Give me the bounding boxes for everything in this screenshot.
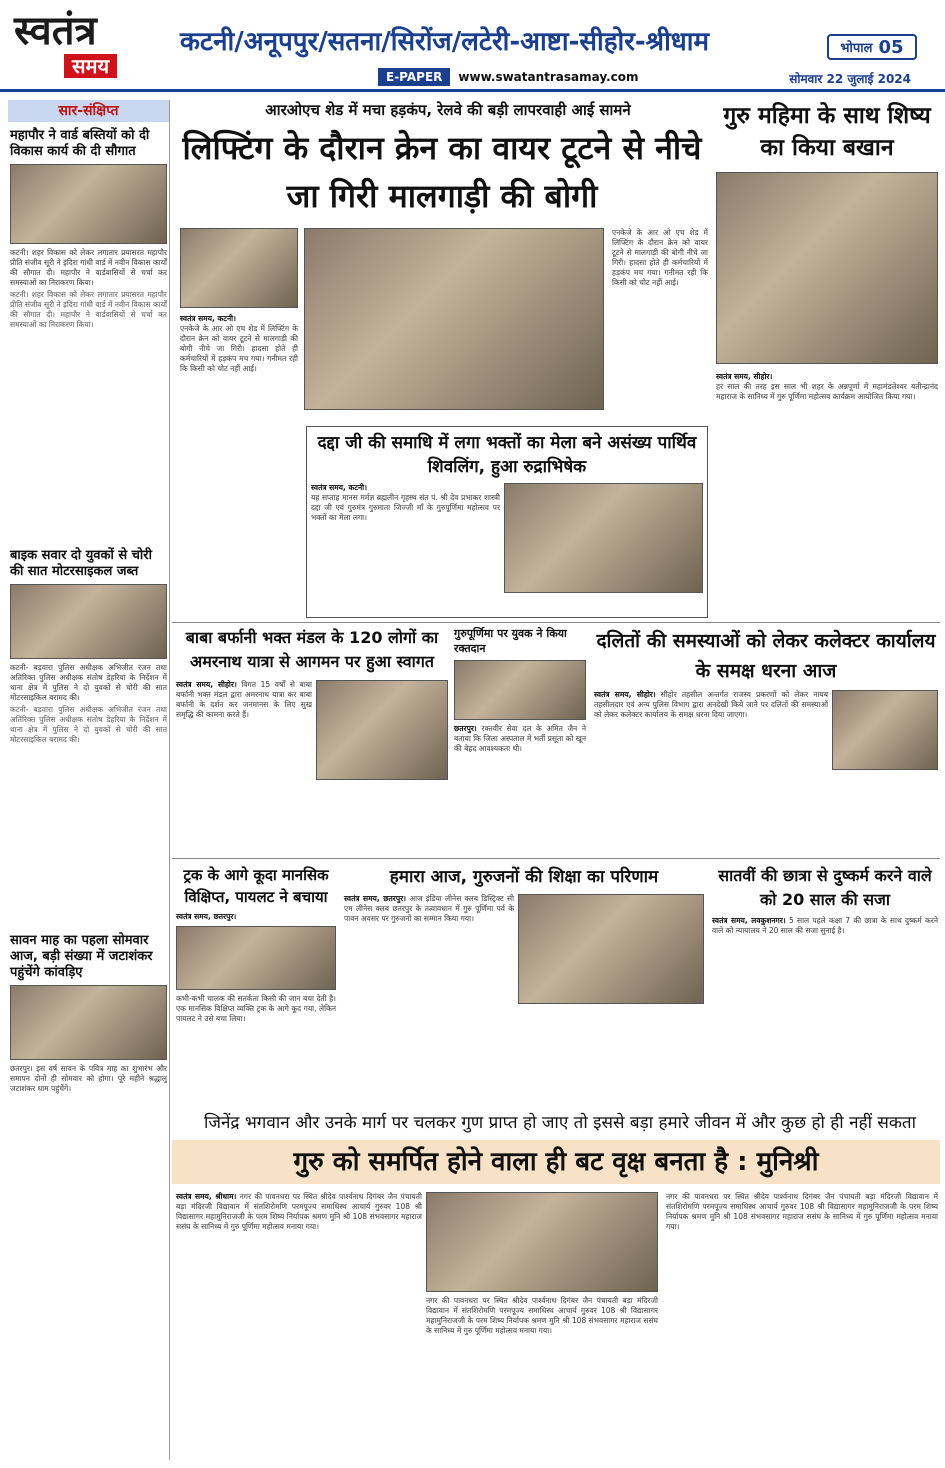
blood-donation-text: रक्तवीर सेवा दल के अमित जैन ने बताया कि जिला अस्पताल में भर्ती प्रसूता को खून की बेहद आवश्यकता थी। xyxy=(454,724,586,753)
saatvi-byline: स्वतंत्र समय, लवकुशनगर। xyxy=(712,916,786,925)
news-photo xyxy=(716,172,938,364)
bottom-article-body xyxy=(176,1192,422,1232)
masthead xyxy=(0,0,945,92)
news-photo xyxy=(180,228,298,308)
sidebar-text-filler: कटनी। शहर विकास को लेकर लगातार प्रयासरत महापौर प्रीति संजीव सूरी ने इंदिरा गांधी वार्ड में नवीन विकास कार्यों की सौगात दी। महापौर ने वार्डवासियों से चर्चा कर समस्याओं का निराकरण किया। xyxy=(10,290,167,329)
lead-article-body xyxy=(180,314,298,374)
bottom-text: नगर की पावनधरा पर स्थित श्रीदेव पार्श्वनाथ दिगंबर जैन पंचायती बड़ा मंदिरजी विद्यावान में संतशिरोमणि परमपूज्य समाधिस्थ आचार्य गुरुवर 108 श्री विद्यासागर महामुनिराजजी के परम शिष्य निर्यापक श्रमण मुनि श्री 108 संभवसागर महाराज ससंघ के सानिध्य में गुरु पूर्णिमा महोत्सव मनाया गया। xyxy=(176,1192,422,1231)
sidebar-headline: बाइक सवार दो युवकों से चोरी की सात मोटरसाइकल जब्त xyxy=(10,548,152,579)
dadda-article xyxy=(306,426,708,618)
news-photo xyxy=(454,660,586,720)
guru-mahima-byline: स्वतंत्र समय, सीहोर। xyxy=(716,372,773,381)
sidebar-article-3[interactable] xyxy=(8,933,169,1094)
hamara-text: आज इंडिया लीनेस क्लब डिस्ट्रिक्ट सी एम लीनेस क्लब छतरपुर के तत्वावधान में गुरु पूर्णिमा पर्व के पावन अवसर पर गुरुजनों का सम्मान किया गया। xyxy=(344,894,515,923)
divider xyxy=(172,858,940,859)
bottom-byline: स्वतंत्र समय, श्रीधाम। xyxy=(176,1192,237,1201)
dadda-text: यह सप्ताह मानस मर्मज्ञ ब्रह्मलीन गृहस्थ संत पं. श्री देव प्रभाकर शास्त्री दद्दा जी एवं गुरुमंत्र गुरुमाता जिज्जी माँ के गुरुपूर्णिमा महोत्सव पर भक्तों का मेला लगा। xyxy=(311,493,501,522)
guru-mahima-photo xyxy=(716,172,938,364)
sidebar-headline: सावन माह का पहला सोमवार आज, बड़ी संख्या में जटाशंकर पहुंचेंगे कांवड़िए xyxy=(10,933,153,980)
news-photo xyxy=(10,985,167,1060)
bottom-text-2: नगर की पावनधरा पर स्थित श्रीदेव पार्श्वनाथ दिगंबर जैन पंचायती बड़ा मंदिरजी विद्यावान में संतशिरोमणि परमपूज्य समाधिस्थ आचार्य गुरुवर 108 श्री विद्यासागर महामुनिराजजी के परम शिष्य निर्यापक श्रमण मुनि श्री 108 संभवसागर महाराज ससंघ के सानिध्य में गुरु पूर्णिमा महोत्सव मनाया गया। xyxy=(426,1296,658,1335)
dadda-byline: स्वतंत्र समय, कटनी। xyxy=(311,483,367,492)
bottom-banner-headline[interactable]: गुरु को समर्पित होने वाला ही बट वृक्ष बनता है : मुनिश्री xyxy=(172,1140,940,1184)
blood-donation-headline[interactable]: गुरुपूर्णिमा पर युवक ने किया रक्तदान xyxy=(454,627,567,655)
news-photo xyxy=(504,483,703,593)
news-photo xyxy=(832,690,938,770)
news-photo xyxy=(176,926,336,990)
guru-mahima-body xyxy=(716,372,938,402)
guru-mahima-headline[interactable]: गुरु महिमा के साथ शिष्य का किया बखान xyxy=(723,103,931,161)
saatvi-article xyxy=(712,864,938,936)
news-photo xyxy=(518,894,704,1004)
edition-name: भोपाल xyxy=(840,41,873,56)
newspaper-logo[interactable] xyxy=(14,8,164,86)
news-photo xyxy=(10,584,167,659)
lead-byline: स्वतंत्र समय, कटनी। xyxy=(180,314,236,323)
dalit-byline: स्वतंत्र समय, सीहोर। xyxy=(594,690,656,699)
dalit-text: सीहोर तहसील अन्तर्गत राजस्व प्रकरणों को लेकर नायब तहसीलदार एवं अन्य पुलिस विभाग द्वारा अनदेखी किये जाने पर दलितों की समस्याओं को लेकर कलेक्टर कार्यालय के समक्ष धरना दिया जाएगा। xyxy=(594,690,828,719)
news-photo xyxy=(10,164,167,244)
issue-date: सोमवार 22 जुलाई 2024 xyxy=(789,72,911,86)
page-number: 05 xyxy=(878,36,904,58)
hamara-byline: स्वतंत्र समय, छतरपुर। xyxy=(344,894,407,903)
epaper-label: E-PAPER xyxy=(378,68,450,86)
edition-cities: कटनी/अनूपपुर/सतना/सिरोंज/लटेरी-आष्टा-सीहोर-श्रीधाम xyxy=(180,27,710,57)
lead-text: एनकेजे के आर ओ एच शेड में लिफ्टिंग के दौरान क्रेन को वायर टूटने से मालगाड़ी की बोगी नीचे जा गिरी। हादसा होते ही कर्मचारियों में हड़कंप मच गया। गनीमत रही कि किसी को चोट नहीं आई। xyxy=(180,324,298,373)
logo-bottom: समय xyxy=(64,54,117,78)
lead-kicker: आरओएच शेड में मचा हड़कंप, रेलवे की बड़ी लापरवाही आई सामने xyxy=(265,101,631,119)
lead-photo-main xyxy=(304,228,604,410)
barfani-headline[interactable]: बाबा बर्फानी भक्त मंडल के 120 लोगों का अमरनाथ यात्रा से आगमन पर हुआ स्वागत xyxy=(185,628,439,671)
dalit-article xyxy=(594,626,938,770)
truck-article xyxy=(176,864,336,1024)
truck-text: कभी-कभी चालक की सतर्कता किसी की जान बचा देती है। एक मानसिक विक्षिप्त व्यक्ति ट्रक के आगे कूद गया, लेकिन पायलट ने उसे बचा लिया। xyxy=(176,994,336,1023)
sidebar-text: कटनी- बड़वारा पुलिस अधीक्षक अभिजीत रंजन तथा अतिरिक्त पुलिस अधीक्षक संतोष डेहरिया के निर्देशन में थाना क्षेत्र में पुलिस ने दो युवकों से चोरी की सात मोटरसाइकिल बरामद की। xyxy=(10,663,167,702)
site-url-link[interactable]: www.swatantrasamay.com xyxy=(458,70,639,84)
sidebar-article-2[interactable] xyxy=(8,548,169,925)
sidebar-article-1[interactable] xyxy=(8,128,169,540)
barfani-byline: स्वतंत्र समय, सीहोर। xyxy=(176,680,237,689)
divider xyxy=(172,622,940,623)
sidebar-text-filler: कटनी- बड़वारा पुलिस अधीक्षक अभिजीत रंजन तथा अतिरिक्त पुलिस अधीक्षक संतोष डेहरिया के निर्देशन में थाना क्षेत्र में पुलिस ने दो युवकों से चोरी की सात मोटरसाइकिल बरामद की। xyxy=(10,705,167,744)
lead-photo-left xyxy=(180,228,298,308)
sidebar-text: कटनी। शहर विकास को लेकर लगातार प्रयासरत महापौर प्रीति संजीव सूरी ने इंदिरा गांधी वार्ड में नवीन विकास कार्यों की सौगात दी। महापौर ने वार्डवासियों से चर्चा कर समस्याओं का निराकरण किया। xyxy=(10,248,167,287)
blood-donation-article xyxy=(454,626,586,754)
lead-text-side: एनकेजे के आर ओ एच शेड में लिफ्टिंग के दौरान क्रेन को वायर टूटने से मालगाड़ी की बोगी नीचे जा गिरी। हादसा होते ही कर्मचारियों में हड़कंप मच गया। गनीमत रही कि किसी को चोट नहीं आई। xyxy=(612,228,708,287)
dadda-headline[interactable]: दद्दा जी की समाधि में लगा भक्तों का मेला बने असंख्य पार्थिव शिवलिंग, हुआ रुद्राभिषेक xyxy=(317,433,697,477)
logo-top: स्वतंत्र xyxy=(14,7,97,54)
bottom-text-3: नगर की पावनधरा पर स्थित श्रीदेव पार्श्वनाथ दिगंबर जैन पंचायती बड़ा मंदिरजी विद्यावान में संतशिरोमणि परमपूज्य समाधिस्थ आचार्य गुरुवर 108 श्री विद्यासागर महामुनिराजजी के परम शिष्य निर्यापक श्रमण मुनि श्री 108 संभवसागर महाराज ससंघ के सानिध्य में गुरु पूर्णिमा महोत्सव मनाया गया। xyxy=(666,1192,938,1231)
barfani-article xyxy=(176,626,448,780)
lead-headline[interactable]: लिफ्टिंग के दौरान क्रेन का वायर टूटने से नीचे जा गिरी मालगाड़ी की बोगी xyxy=(182,129,702,215)
bottom-photo xyxy=(426,1192,658,1336)
news-photo xyxy=(426,1192,658,1292)
sidebar-summary xyxy=(8,100,170,1460)
sidebar-headline: महापौर ने वार्ड बस्तियों को दी विकास कार्य की दी सौगात xyxy=(10,128,150,159)
saatvi-headline[interactable]: सातवीं की छात्रा से दुष्कर्म करने वाले को 20 साल की सजा xyxy=(718,866,932,909)
hamara-article xyxy=(344,864,704,1004)
news-photo xyxy=(316,680,448,780)
dalit-headline[interactable]: दलितों की समस्याओं को लेकर कलेक्टर कार्यालय के समक्ष धरना आज xyxy=(596,630,936,682)
saatvi-text: 5 साल पहले कक्षा 7 की छात्रा के साथ दुष्कर्म करने वाले को न्यायालय ने 20 साल की सजा सुनाई है। xyxy=(712,916,939,935)
truck-headline[interactable]: ट्रक के आगे कूदा मानसिक विक्षिप्त, पायलट ने बचाया xyxy=(183,866,329,906)
hamara-headline[interactable]: हमारा आज, गुरुजनों की शिक्षा का परिणाम xyxy=(389,867,659,887)
edition-box xyxy=(827,34,917,60)
sidebar-title: सार-संक्षिप्त xyxy=(8,100,169,122)
news-photo xyxy=(304,228,604,410)
bottom-quote: जिनेंद्र भगवान और उनके मार्ग पर चलकर गुण प्राप्त हो जाए तो इससे बड़ा हमारे जीवन में और कुछ हो ही नहीं सकता xyxy=(203,1113,917,1133)
lead-article-side xyxy=(612,228,708,288)
guru-mahima-text: हर साल की तरह इस साल भी शहर के अन्नपूर्णा में महामंडलेश्वर यतीन्द्रानंद महाराज के सानिध्य में गुरु पूर्णिमा महोत्सव कार्यक्रम आयोजित किया गया। xyxy=(716,382,938,401)
sidebar-text: छतरपुर। इस वर्ष सावन के पवित्र माह का शुभारंभ और समापन दोनों ही सोमवार को होगा। पूरे महीने श्रद्धालु जटाशंकर धाम पहुंचेंगे। xyxy=(10,1064,167,1093)
blood-donation-byline: छतरपुर। xyxy=(454,724,477,733)
bottom-article-side xyxy=(666,1192,938,1232)
barfani-text: विगत 15 वर्षों से बाबा बर्फानी भक्त मंडल द्वारा अमरनाथ यात्रा कर बाबा बर्फानी के दर्शन कर जनमानस के लिए सुख समृद्धि की कामना करते हैं। xyxy=(176,680,312,719)
truck-byline: स्वतंत्र समय, छतरपुर। xyxy=(176,912,237,921)
